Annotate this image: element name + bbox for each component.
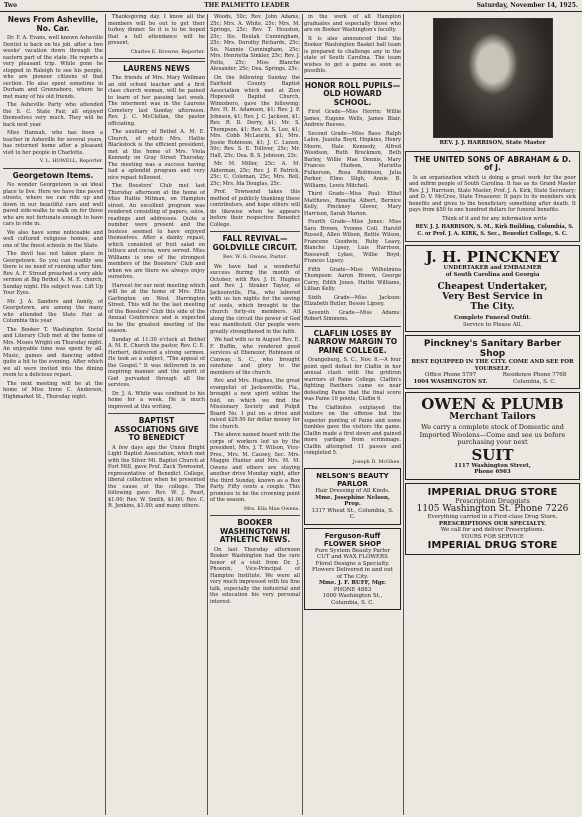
article-headline: CLAFLIN LOSES BY NARROW MARGIN TO PAINE COLLEGE. <box>307 328 398 355</box>
photo-caption: REV. J. J. HARRISON, State Master <box>439 140 546 146</box>
ad-line: Phone 6963 <box>474 469 511 475</box>
article-paragraph: Woods, 50c; Rev. John Adams, 25c; Mrs. A. White, 25c; Mrs. M. Springs, 25c; Rev. T. Houston, 25c; Sis. Beulah Cunningham, 25c; Mrs. Dorothy Richards, 25c; Sis. Nannie Cunningham, 25c; Mrs. Henrietta Sinkler, 25c; Rev. J. Potts, 25c; Miss Blanche Alexander, 25c; Dea. Springs, 25c. <box>210 14 300 72</box>
article-paragraph: Fifth Grade—Miss Wilhelmina Thompson: Aaron Brown, George Carry, Edith Jones, Hattie Williams, Lillian Kelly. <box>304 266 401 292</box>
society-notice <box>405 151 580 243</box>
ad-line: Cheapest Undertaker, <box>437 282 548 292</box>
article-paragraph: The friends of Mrs. Mary Wellman an old school teacher and a first class church woman, will be pained to learn of her passing last week. The interment was in the Laurens Cemetery last Sunday afternoon. Rev. J. C. McClellan, the pastor officiating. <box>108 75 205 127</box>
notice-contact: REV. J. J. HARRISON, S. M., Kirk Building, Columbia, S. C. or Prof. J. A. KIRK, S. Sec., Benedict College, S. C. <box>415 224 574 237</box>
article-paragraph: It is also announced that the Booker Washington Basket ball team is prepared to challenge any in the state of South Carolina. The team wishes to get a game as soon as possible. <box>304 35 401 74</box>
article-paragraph: Orangeburg, S. C., Nov. 8.—A four point spell defeat for Claflin in her annual clash with the gridiron warriors of Paine College. Claflin's fighting Panthers came so near defeating Paine that the final score was Paine 10 points, Claflin 6. <box>304 357 401 402</box>
ad-line: We call for and deliver Prescriptions. <box>440 527 545 533</box>
ad-line: Everything carried in a First-class Drug Store. <box>427 514 558 520</box>
reporter-byline: Mrs. Ella Mae Owens. <box>243 505 300 512</box>
nelsons-beauty-parlor-ad <box>304 468 401 525</box>
ad-line: YOURS FOR SERVICE <box>461 533 524 540</box>
ad-line: Merchant Tailors <box>449 412 536 422</box>
issue-date: Saturday, November 14, 1925. <box>476 2 578 9</box>
page-number: Two <box>4 2 17 9</box>
article-paragraph: The Asheville Party who attended the S. C. State Fair, all enjoyed themselves very much. They will be back next year. <box>3 102 103 128</box>
article-paragraph: Dr. F. A. Evans, well known Asheville Dentist is back on his job, after a two weeks' vacation down through the eastern part of the state. He reports a very pleasant trip. While gone he stopped in Raleigh to see his people, who are pioneer citizens of that section. He also spent sometime in Durham and Greensboro, where he met many of his old friends. <box>3 35 103 100</box>
imperial-drug-store-ad <box>405 483 580 556</box>
article-paragraph: Harvest for our next meeting which will be at the home of Mrs. Etta Garlington on West Harrington Street. This will be the last meeting of the Boosters' Club this side of the Annual Conference and is expected to be the greatest meeting of the season. <box>108 282 205 334</box>
article-headline: BAPTIST ASSOCIATIONS GIVE TO BENEDICT <box>114 416 199 442</box>
article-paragraph: The devil has not taken place in Georgetown. So you can readily see there is no need of running after him. Rev. A. F. Stroud preached a very able sermon at Big Bethel A. M. E. church, Sunday night. His subject was: Lift Up Your Eyes. <box>3 251 103 296</box>
article-paragraph: Second Grade—Miss Bass: Ralph Lafon, Juanita Boyd, Hopkins, Henry Moore, Hale Kennedy, Alfred Woodson, Ruth Brockmon, Beth Barley, Willie Mae Dennis, Mary Frances Hudson, Marietta Fulkerson, Rosa Robinson, Julia Parker, Elmo Sligh, Annie B. Williams, Lewis Mitchell. <box>304 130 401 189</box>
article-paragraph: The Booker T. Washington Social and Literary Club met at the home of Mrs. Moses Wright on Thursday night. An enjoyable time was spent by all. Music, games and dancing added quite a bit to the evening. After which we all were invited into the dining room to a delicious repast. <box>3 326 103 378</box>
article-paragraph: Sunday at 11:30 o'clock at Bethel A. M. E. Church the pastor, Rev. C. E. Herbert, delivered a strong sermon. He took as a subject, "The appeal of the Gospel." It was delivered in an inspiring manner and the spirit of God pervaded through all the services. <box>108 336 205 388</box>
ad-line: 1317 Wheat St., Columbia, S. C. <box>311 507 394 520</box>
article-paragraph: First Grade—Miss Herrin: Willie James, Eugene Wells, James Blair, Andrew Reeves. <box>304 109 401 128</box>
ad-line: 1004 WASHINGTON ST. <box>413 378 488 385</box>
ad-line: 1000 Washington St., Columbia, S. C. <box>322 593 383 606</box>
ad-title: Ferguson-Ruff FLOWER SHOP <box>323 531 382 548</box>
divider <box>3 168 103 169</box>
column-5 <box>405 14 580 815</box>
article-paragraph: The auxiliary of Bethel A. M. E. Church, of which Mrs. Hattie Blackstock is the efficient president, met at the home of Mrs. Viola Kennedy on Gray Street Thursday. The meeting was a success having had a splendid program and very nice repast followed. <box>108 129 205 181</box>
ad-line: Hair Dressing of All Kinds. <box>315 488 390 494</box>
ad-line: Mme. J. F. RUFF, Mgr. <box>318 580 387 586</box>
divider <box>210 231 300 232</box>
ad-line: of South Carolina and Georgia <box>445 271 540 278</box>
divider <box>108 58 205 62</box>
article-paragraph: in the work of all Hampton graduates and especially those who are on Booker Washington's faculty. <box>304 14 401 33</box>
notice-paragraph: Is an organization which is doing a great work for the poor and infirm people of South Carolina. It has as its Grand Master Rev. J. J. Harrison, State Master, Prof. J. A. Kirk, State Secretary; and D. V. McCree, State Treasurer. It pays to its members sick benefits and gives to the beneficiary something after death. It pays from $50 to one hundred dollars for funeral benefits. <box>409 174 576 213</box>
notice-paragraph: Think of it and for any information write <box>442 215 547 222</box>
ad-line: Residence Phone 7768 <box>502 372 567 378</box>
ad-line: BEST EQUIPPED IN THE CITY. COME AND SEE FOR YOURSELF. <box>411 359 574 372</box>
ad-title: IMPERIAL DRUG STORE <box>427 486 558 498</box>
ad-title: J. H. PINCKNEY <box>425 248 560 266</box>
column-4 <box>304 14 401 815</box>
ad-line: Flowers Delivered in and out of The City. <box>312 567 393 580</box>
article-headline: BOOKER WASHINGTON HI ATHLETIC NEWS. <box>219 518 291 544</box>
ad-line: Office Phone 5797 <box>424 372 477 378</box>
article-paragraph: On last Thursday afternoon Booker Washington had the rare honor of a visit from Dr. J. Phoenix, Vice-Principal of Hampton Institute. We were all very much impressed with his fine talk, especially the industrial and the education his very personal interest. <box>210 546 300 605</box>
divider <box>108 413 205 414</box>
article-headline: HONOR ROLL PUPILS—OLD HOWARD SCHOOL. <box>304 80 401 107</box>
article-paragraph: Seventh Grade—Miss Adams: Robert Simmons. <box>304 309 401 322</box>
article-paragraph: Mr. J. A. Sanders and family, of Georgetown, are among the many who attended the State Fair at Columbia this year. <box>3 298 103 324</box>
article-paragraph: We also have some noticeable and well cultured religious homes, and one of the finest schools in the State. <box>3 229 103 249</box>
article-headline: LAURENS NEWS <box>123 63 190 73</box>
column-rule <box>105 14 106 815</box>
column-rule <box>403 14 404 815</box>
article-paragraph: The Claflinites outplayed the visitors on the offense but the superior punting of Paine and some fumbles gave the visitors the game. Claflin made a first down and gained more yardage from scrimmage. Claflin attempted 11 passes and completed 5. <box>304 404 401 456</box>
notice-headline: THE UNITED SONS OF ABRAHAM & D. of J. <box>413 154 572 172</box>
article-paragraph: Fourth Grade—Miss Jones: Miss Sara Brown, Yvonne Coll, Harold Russell, Allen Wilson, Bettie Wilson, Francene Goodwin, Ruby Leavy, Blanche Lipsey, Luis Harrison, Roosevelt Lykes, Willie Boyd, Frances Lipsey. <box>304 219 401 264</box>
newspaper-title: THE PALMETTO LEADER <box>204 2 290 9</box>
ad-address-row <box>410 379 575 386</box>
pastor-byline: Rev. W. G. Owens, Pastor. <box>222 254 287 260</box>
article-paragraph: Dr. J. A. White was confined to his home for a week. He is much improved at this writing. <box>108 390 205 410</box>
ad-line: Complete Funeral Outfit. <box>454 315 531 321</box>
owen-plumb-ad <box>405 392 580 480</box>
barber-shop-ad <box>405 335 580 389</box>
ad-line: SUIT <box>471 445 514 464</box>
ad-line: Prescription Druggists <box>455 496 530 505</box>
column-1 <box>3 14 103 815</box>
ad-line: 1105 Washington St. Phone 7226 <box>416 504 569 514</box>
ad-line: Service to Please All. <box>463 321 522 328</box>
ad-title: OWEN & PLUMB <box>421 395 564 413</box>
ad-line: Mme. Josephine Nelson, Prop. <box>315 494 390 507</box>
ad-line: The City. <box>470 302 515 312</box>
ad-line: Very Best Service in <box>442 292 543 302</box>
article-paragraph: We had with us in August Rev. E. F. Buffin, who rendered good services at Ebenezer, Robinson of Conway, S. C., who brought sunshine and glory to the members of the church. <box>210 337 300 376</box>
article-paragraph: Mr. M. Miller, 25c; A. M. Alderman, 25c; Rev. J. P. Patrick, 25c; C. Coleman, 25c; Mrs. Bell, 25c; Mrs. Ida Douglas, 25c. <box>210 161 300 187</box>
article-paragraph: Thanksgiving day. I know all the members will be out to get their turkey dinner. So it is to be hoped that a full attendance will be present. <box>108 14 205 46</box>
reporter-byline: V. L. HOWELL, Reporter. <box>39 158 103 164</box>
divider <box>304 326 401 327</box>
ad-line: PRESCRIPTIONS OUR SPECIALTY. <box>438 520 547 527</box>
article-headline: FALL REVIVAL—GOLDVILLE CIRCUIT. <box>212 234 298 252</box>
ad-line: 1117 Washington Street, <box>454 462 531 469</box>
article-paragraph: The above named board with the corps of workers led us by the president, Mrs. J. T. Wilson, Vice-Pres., Mrs. M. Causey, Sec. Mrs. Maggie Hunter and Mrs. M. M. Owens and others are staying another drive Monday night, after the third Sunday, known as a Box Party. Fifty cents a couple. This promises to be the crowning point of the season. <box>210 432 300 503</box>
ad-title: Pinckney's Sanitary Barber Shop <box>423 339 562 359</box>
article-paragraph: A few days ago the Union Bright Light Baptist Association, which met with the Silver Mt. Baptist Church at Fort Mill, gave Prof. Zack Townsend, representative of Benedict College, liberal collection when he presented the cause of the college. The following gave: Rev. W. J. Pearl, $1.00; Rev. W. Smith, $1.00; Rev. C. R. Jenkins, $1.00; and many others. <box>108 444 205 509</box>
reporter-byline: Charles E. Browne, Reporter. <box>130 48 205 55</box>
ad-line: PHONE 4883 <box>333 586 372 593</box>
column-rule <box>207 14 208 815</box>
article-paragraph: Sixth Grade—Miss Jackson: Elizabeth Butler, Bessie Lipsey. <box>304 294 401 307</box>
flower-shop-ad <box>304 528 401 611</box>
article-headline: Georgetown Items. <box>12 170 94 180</box>
ad-line: We carry a complete stock of Domestic and Imported Woolens—Come and see us before purchasing your next <box>419 423 566 446</box>
article-paragraph: The next meeting will be at the home of Miss Irene C. Anderson, Highmarket St., Thursday night. <box>3 380 103 400</box>
ad-line: Columbia, S. C. <box>513 378 556 385</box>
ad-title: NELSON'S BEAUTY PARLOR <box>316 472 389 488</box>
column-3 <box>210 14 300 815</box>
article-paragraph: The Boosters' Club met last Thursday afternoon at the home of Miss Hattie Mitman, on Hampton street. An excellent program was rendered consisting of papers, solos, readings and addresses. Quite a number were present and the hostess seemed to have enjoyed themselves. After a dainty repast, which consisted of fruit salad on lettuce and cocoa, were served. Miss Williams is one of the strongest members of the Boosters' Club and when we are there we always enjoy ourselves. <box>108 183 205 280</box>
article-paragraph: Rev. and Mrs. Hughes, the great evangelist of Jacksonville, Fla., brought a new spirit within the fold, on which we find the Missionary Society and Pulpit Board No. 1 put on a drive and raised $29.50 for dollar money for the church. <box>210 378 300 430</box>
pinckney-undertaker-ad <box>405 245 580 332</box>
divider <box>304 78 401 79</box>
masthead <box>0 0 582 12</box>
article-headline: News From Asheville, No. Car. <box>7 15 99 33</box>
column-2 <box>108 14 205 815</box>
article-paragraph: Miss Hannah, who has been a teacher in Asheville for several years, has returned home after a pleasant visit to her people in Charlotte. <box>3 130 103 156</box>
article-paragraph: Third Grade—Miss Paul: Ethel Matthews, Ronetta Albert, Bernice Kelly, Pinckney Glover, Mary Harrison, Sarah Marion. <box>304 191 401 217</box>
ad-line: Pure System Beauty Parlor CUT and WAX FLOWERS Floral Designs a Specialty. <box>314 547 391 567</box>
reporter-byline: Joseph D. McGhee. <box>352 458 401 465</box>
divider <box>210 515 300 516</box>
portrait-photo <box>433 18 553 138</box>
article-paragraph: Prof. Townsend takes this method of publicly thanking these contributors, and hope others will do likewise when he appears before their respective Benedict College. <box>210 189 300 228</box>
ad-line: UNDERTAKER and EMBALMER <box>443 265 542 271</box>
article-paragraph: No wonder Georgetown is an ideal place to live. Here we have fine paved streets, where we can ride up and down in our beautiful cars and well paved side-walks to walk on for those who are not fortunate enough to have cars to ride in. <box>3 182 103 227</box>
article-paragraph: We have had a wonderful success during the month of October, with Rev. J. H. Hughes and Rev. J. Straker Taylor, of Jacksonville, Fla., who labored with us ten nights for the saving of souls, which brought to the church forty-six members. All along the circuit the power of God was manifested. Our people were greatly strengthened in the faith. <box>210 263 300 335</box>
article-paragraph: On the following Sunday the Fairfield County Baptist Association which met at Zion Hopewell Baptist Church, Winnsboro, gave the following: Rev. H. H. Adamson, $1; Rev. J. P. Johnson, $1; Rev. J. C. Jackson, $1; Rev. R. D. Derry, $1; Mr. S. Thompson, $1; Rev. A. S. Lee, $1; Mrs. Cobb McLaurin, $1; Mrs. Jessie Robinson, $1; J. C. Lunen, 50c; Rev. S. E. Tolliver, 25c; Mr. Hall, 25c; Dea. B. S. Johnson, 25c. <box>210 74 300 159</box>
ad-line: IMPERIAL DRUG STORE <box>427 540 558 551</box>
column-rule <box>302 14 303 815</box>
